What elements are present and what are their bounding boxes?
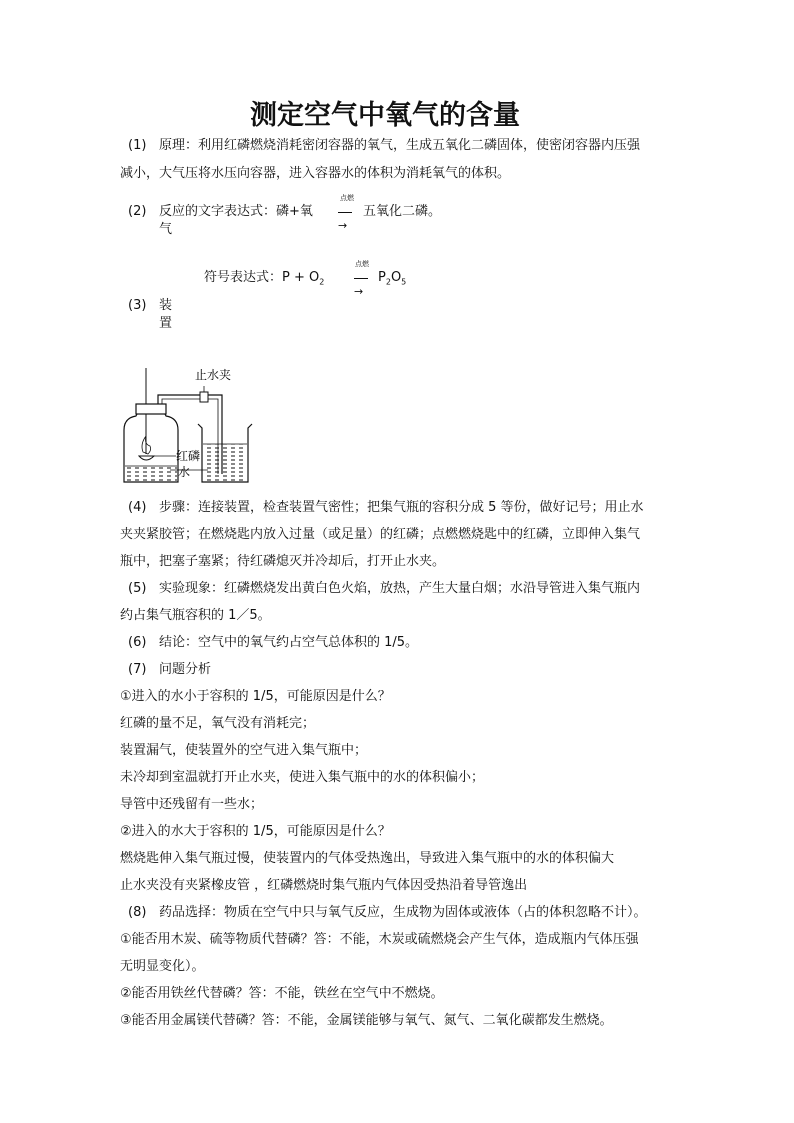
product-p-subscript: 2 <box>385 277 391 287</box>
symbol-reaction-condition: 点燃 <box>355 260 369 268</box>
product-o: O <box>390 270 402 285</box>
choice-1-line-1: ①能否用木炭、硫等物质代替磷？答：不能，木炭或硫燃烧会产生气体，造成瓶内气体压强 <box>120 932 639 947</box>
answer-1-item: 未冷却到室温就打开止水夹，使进入集气瓶中的水的体积偏小； <box>120 770 485 785</box>
question-2: ②进入的水大于容积的 1/5，可能原因是什么？ <box>120 824 391 839</box>
page-title: 测定空气中氧气的含量 <box>250 100 520 131</box>
section-7-number: (7) <box>128 662 147 677</box>
symbol-equation-product <box>378 270 406 291</box>
section-5-number: (5) <box>128 581 147 596</box>
clamp-label: 止水夹 <box>195 368 232 382</box>
beaker-water <box>203 444 247 481</box>
reaction-arrow: → <box>338 219 348 232</box>
apparatus-diagram <box>110 362 260 487</box>
combustion-spoon <box>139 456 154 460</box>
section-1-number: (1) <box>128 138 147 153</box>
reaction-condition: 点燃 <box>340 194 354 202</box>
section-3-label-2: 置 <box>159 316 173 331</box>
section-6-number: (6) <box>128 635 147 650</box>
section-8-line-1: 药品选择：物质在空气中只与氧气反应，生成物为固体或液体（占的体积忽略不计）。 <box>159 905 647 920</box>
symbol-equation-reactants: 符号表达式：P + O <box>204 270 320 285</box>
section-1-line-1: 原理：利用红磷燃烧消耗密闭容器的氧气，生成五氧化二磷固体，使密闭容器内压强 <box>159 138 641 153</box>
section-4-line-2: 夹夹紧胶管；在燃烧匙内放入过量（或足量）的红磷；点燃燃烧匙中的红磷，立即伸入集气 <box>120 527 641 542</box>
product-o-subscript: 5 <box>401 277 407 287</box>
section-3-number: (3) <box>128 298 147 313</box>
choice-1-line-2: 无明显变化）。 <box>120 959 205 974</box>
oxygen-subscript: 2 <box>319 277 325 287</box>
section-4-line-3: 瓶中，把塞子塞紧；待红磷熄灭并冷却后，打开止水夹。 <box>120 554 446 569</box>
symbol-equation-label <box>204 270 324 291</box>
section-1-line-2: 减小，大气压将水压向容器，进入容器水的体积为消耗氧气的体积。 <box>120 166 511 181</box>
section-5-line-1: 实验现象：红磷燃烧发出黄白色火焰，放热，产生大量白烟；水沿导管进入集气瓶内 <box>159 581 641 596</box>
section-8-number: (8) <box>128 905 147 920</box>
section-3-label-1: 装 <box>159 298 173 313</box>
reaction-bar <box>338 212 352 213</box>
water-label: 水 <box>178 465 191 479</box>
answer-2-item: 燃烧匙伸入集气瓶过慢，使装置内的气体受热逸出，导致进入集气瓶中的水的体积偏大 <box>120 851 615 866</box>
rubber-stopper <box>136 404 166 414</box>
word-equation-product: 五氧化二磷。 <box>363 204 442 219</box>
symbol-reaction-bar <box>354 278 368 279</box>
choice-2: ②能否用铁丝代替磷？答：不能，铁丝在空气中不燃烧。 <box>120 986 444 1001</box>
answer-1-item: 导管中还残留有一些水； <box>120 797 264 812</box>
symbol-reaction-arrow: → <box>354 285 364 298</box>
section-6-line-1: 结论：空气中的氧气约占空气总体积的 1/5。 <box>159 635 419 650</box>
answer-1-item: 装置漏气，使装置外的空气进入集气瓶中； <box>120 743 368 758</box>
word-equation-label: 反应的文字表达式：磷+氧 <box>159 204 313 219</box>
word-equation-label-wrap: 气 <box>159 222 173 237</box>
clamp-icon <box>200 392 208 402</box>
section-7-heading: 问题分析 <box>159 662 212 677</box>
section-5-line-2: 约占集气瓶容积的 1／5。 <box>120 608 271 623</box>
section-2-number: (2) <box>128 204 147 219</box>
question-1: ①进入的水小于容积的 1/5，可能原因是什么？ <box>120 689 391 704</box>
bottle-water <box>125 466 177 481</box>
choice-3: ③能否用金属镁代替磷？答：不能，金属镁能够与氧气、氮气、二氧化碳都发生燃烧。 <box>120 1013 613 1028</box>
answer-2-item: 止水夹没有夹紧橡皮管 ，红磷燃烧时集气瓶内气体因受热沿着导管逸出 <box>120 878 528 893</box>
answer-1-item: 红磷的量不足，氧气没有消耗完； <box>120 716 316 731</box>
section-4-number: (4) <box>128 500 147 515</box>
section-4-line-1: 步骤：连接装置，检查装置气密性；把集气瓶的容积分成 5 等份，做好记号；用止水 <box>159 500 644 515</box>
phosphorus-label: 红磷 <box>176 449 201 463</box>
product-p: P <box>378 270 386 285</box>
